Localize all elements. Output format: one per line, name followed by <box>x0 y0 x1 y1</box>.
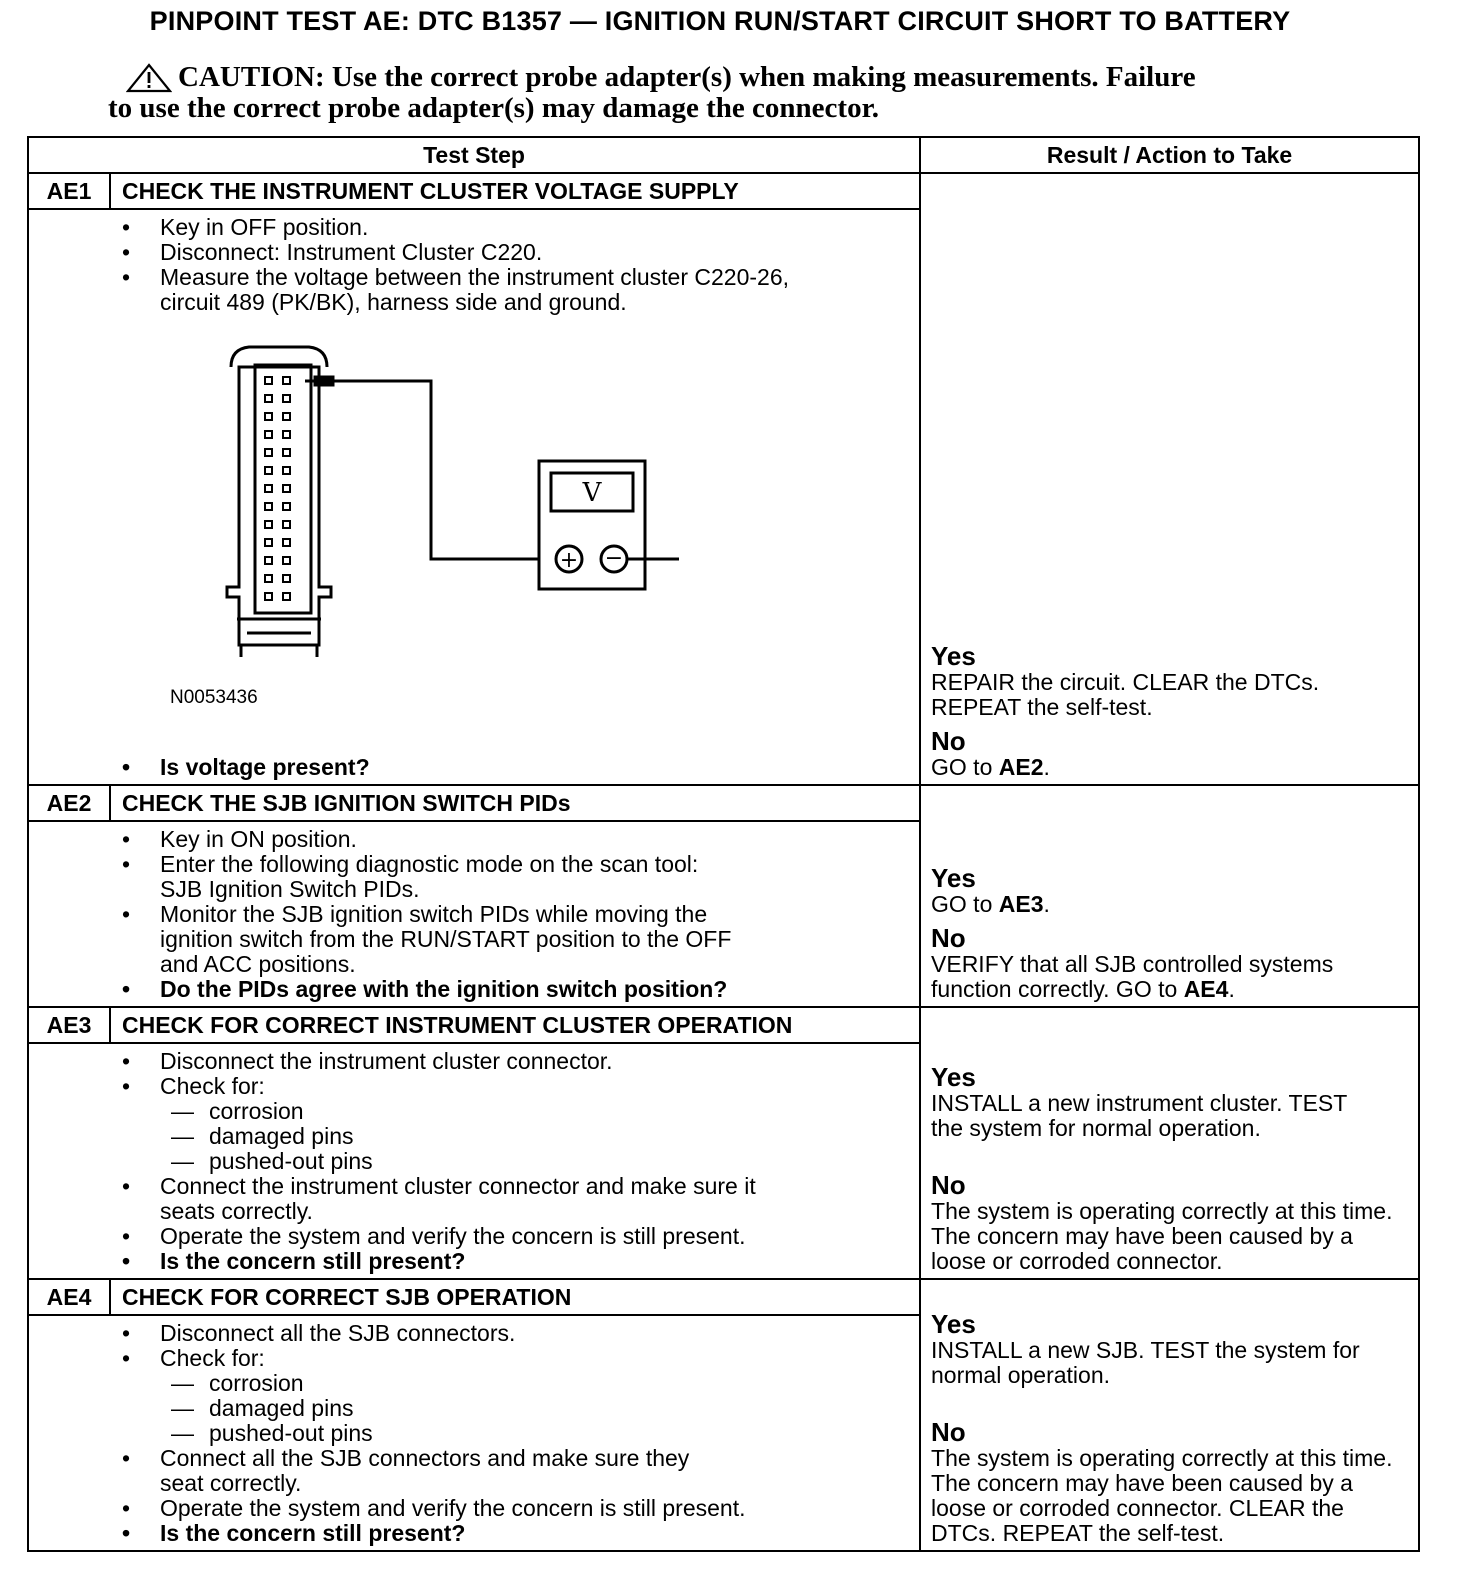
step-header-row <box>28 1279 1419 1315</box>
yes-label: Yes <box>931 1062 976 1092</box>
table-header-row <box>28 137 1419 173</box>
no-text: VERIFY that all SJB controlled systems function correctly. GO to AE4. <box>931 951 1334 1002</box>
step-body <box>28 821 920 1007</box>
check-item: — corrosion <box>39 1099 909 1124</box>
minus-icon: − <box>604 546 624 571</box>
step-question: • Is the concern still present? <box>39 1521 909 1546</box>
step-bullet: • Disconnect all the SJB connectors. <box>39 1321 909 1346</box>
connector-pin <box>265 377 272 384</box>
meter-label: V <box>582 478 602 508</box>
step-bullet: • Connect all the SJB connectors and make sure they seat correctly. <box>39 1446 720 1496</box>
caution-line-2: to use the correct probe adapter(s) may damage the connector. <box>108 92 880 124</box>
step-id: AE2 <box>28 785 110 821</box>
step-heading: CHECK THE INSTRUMENT CLUSTER VOLTAGE SUPPLY <box>110 173 920 209</box>
no-text: GO to AE2. <box>931 754 1050 780</box>
step-heading: CHECK FOR CORRECT INSTRUMENT CLUSTER OPERATION <box>110 1007 920 1043</box>
step-header-row <box>28 785 1419 821</box>
caution-note <box>108 62 1348 124</box>
step-bullet: • Check for: <box>39 1346 909 1371</box>
step-header-row <box>28 1007 1419 1043</box>
step-bullet: • Check for: <box>39 1074 909 1099</box>
yes-text: INSTALL a new instrument cluster. TEST the system for normal operation. <box>931 1090 1347 1141</box>
step-result <box>920 785 1419 1007</box>
step-id: AE1 <box>28 173 110 209</box>
step-question: • Is voltage present? <box>39 755 909 780</box>
no-label: No <box>931 726 966 756</box>
step-heading: CHECK THE SJB IGNITION SWITCH PIDs <box>110 785 920 821</box>
connector-diagram-svg <box>119 327 679 687</box>
step-heading: CHECK FOR CORRECT SJB OPERATION <box>110 1279 920 1315</box>
figure-id: N0053436 <box>170 687 258 708</box>
step-body <box>28 1315 920 1551</box>
no-text: The system is operating correctly at this time. The concern may have been caused by a loose or corroded connector. CLEAR the DTCs. REPEAT the self-test. <box>931 1445 1393 1546</box>
step-bullet: • Monitor the SJB ignition switch PIDs while moving the ignition switch from the RUN/START position to the OFF and ACC positions. <box>39 902 750 977</box>
plus-icon: + <box>559 548 579 573</box>
warning-triangle-icon <box>126 63 172 93</box>
step-result <box>920 173 1419 785</box>
step-header-row <box>28 173 1419 209</box>
yes-label: Yes <box>931 863 976 893</box>
step-bullet: • Measure the voltage between the instrument cluster C220-26, circuit 489 (PK/BK), harness side and ground. <box>39 265 800 315</box>
check-item: — damaged pins <box>39 1396 909 1421</box>
step-result <box>920 1279 1419 1551</box>
yes-text: GO to AE3. <box>931 891 1050 917</box>
col-result: Result / Action to Take <box>920 137 1419 173</box>
step-result <box>920 1007 1419 1279</box>
step-id: AE4 <box>28 1279 110 1315</box>
step-bullet: • Connect the instrument cluster connector and make sure it seats correctly. <box>39 1174 800 1224</box>
step-bullet: • Disconnect: Instrument Cluster C220. <box>39 240 909 265</box>
check-item: — damaged pins <box>39 1124 909 1149</box>
step-body <box>28 1043 920 1279</box>
page-title: PINPOINT TEST AE: DTC B1357 — IGNITION RUN/START CIRCUIT SHORT TO BATTERY <box>149 6 1291 36</box>
connector-voltage-diagram <box>39 315 909 755</box>
step-bullet: • Key in ON position. <box>39 827 779 852</box>
step-bullet: • Operate the system and verify the concern is still present. <box>39 1496 909 1521</box>
yes-label: Yes <box>931 641 976 671</box>
col-test-step: Test Step <box>28 137 920 173</box>
caution-label: CAUTION: <box>178 61 325 93</box>
yes-text: INSTALL a new SJB. TEST the system for normal operation. <box>931 1337 1360 1388</box>
yes-text: REPAIR the circuit. CLEAR the DTCs. REPEAT the self-test. <box>931 669 1320 720</box>
pinpoint-test-table <box>27 136 1420 1552</box>
step-question: • Do the PIDs agree with the ignition switch position? <box>39 977 779 1002</box>
check-item: — pushed-out pins <box>39 1149 909 1174</box>
yes-label: Yes <box>931 1309 976 1339</box>
caution-line-1: Use the correct probe adapter(s) when making measurements. Failure <box>331 61 1196 93</box>
step-bullet: • Enter the following diagnostic mode on the scan tool: SJB Ignition Switch PIDs. <box>39 852 730 902</box>
step-body <box>28 209 920 785</box>
step-bullet: • Disconnect the instrument cluster connector. <box>39 1049 909 1074</box>
no-label: No <box>931 1170 966 1200</box>
no-label: No <box>931 1417 966 1447</box>
check-item: — pushed-out pins <box>39 1421 909 1446</box>
step-id: AE3 <box>28 1007 110 1043</box>
no-label: No <box>931 923 966 953</box>
no-text: The system is operating correctly at this time. The concern may have been caused by a loose or corroded connector. <box>931 1198 1393 1274</box>
step-bullet: • Operate the system and verify the concern is still present. <box>39 1224 909 1249</box>
check-item: — corrosion <box>39 1371 909 1396</box>
step-question: • Is the concern still present? <box>39 1249 909 1274</box>
step-bullet: • Key in OFF position. <box>39 215 909 240</box>
